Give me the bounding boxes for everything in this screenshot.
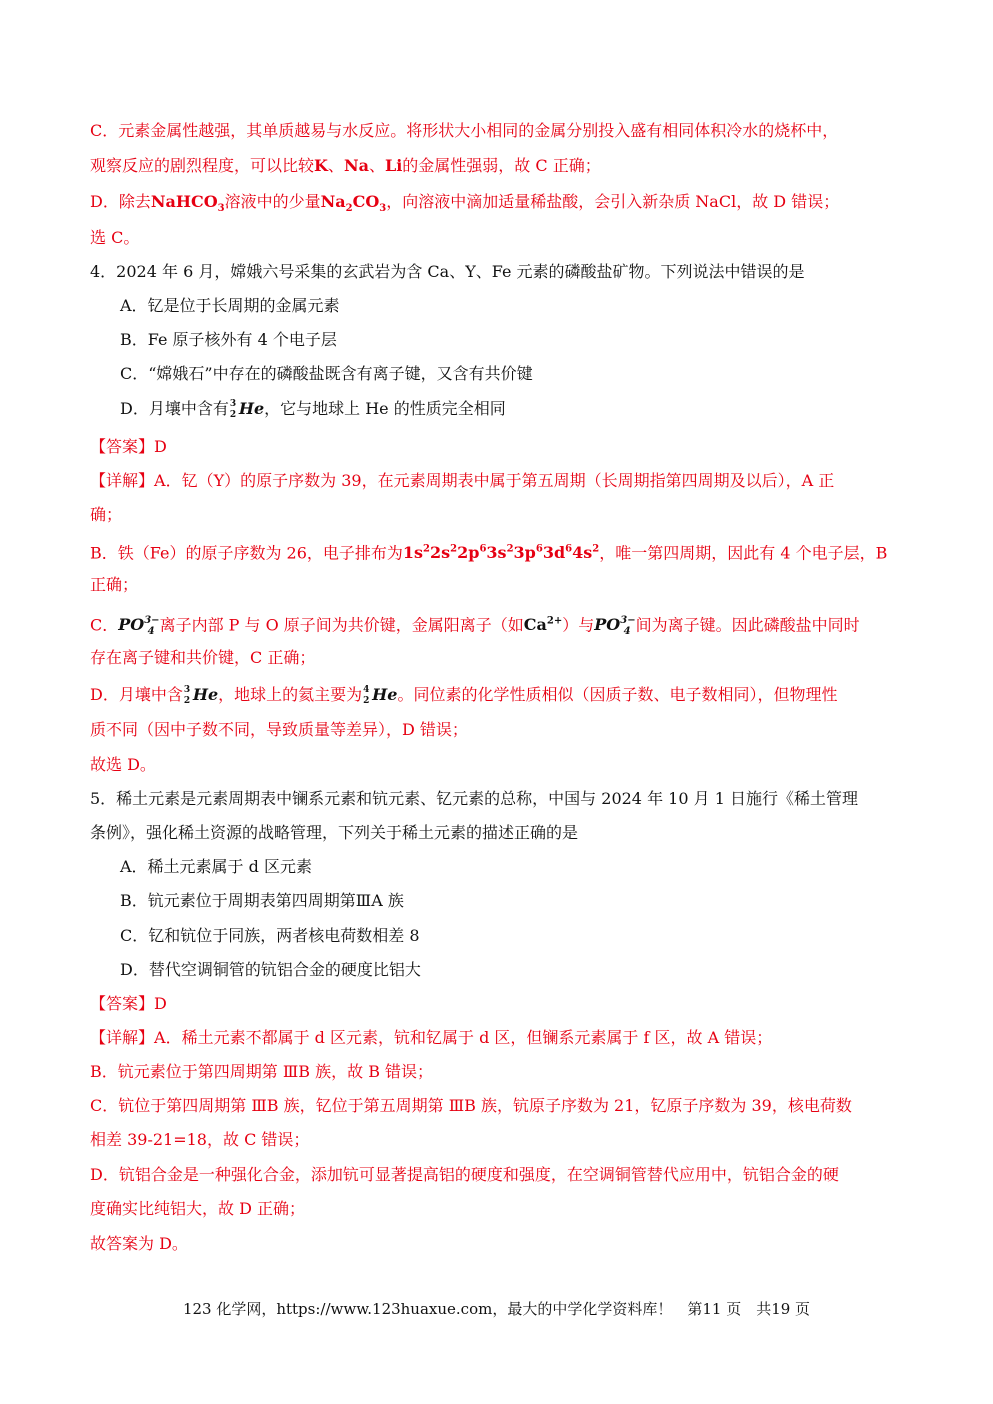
q4-option-b: B．Fe 原子核外有 4 个电子层 [120, 330, 337, 349]
q5-final-answer: 故答案为 D。 [90, 1234, 188, 1253]
q3-option-c-line1: C．元素金属性越强，其单质越易与水反应。将形状大小相同的金属分别投入盛有相同体积冷水的烧杯中， [90, 121, 839, 140]
q4-option-a: A．钇是位于长周期的金属元素 [120, 296, 340, 315]
q4-explanation-d-line1: D．月壤中含 3 2 He，地球上的氦主要为 4 2 He。同位素的化学性质相似（因质子数、电子数相同），但物理性 [90, 684, 838, 706]
q4-final-answer: 故选 D。 [90, 755, 156, 774]
q5-explanation-d-line1: D．钪铝合金是一种强化合金，添加钪可显著提高铝的硬度和强度，在空调铜管替代应用中，钪铝合金的硬 [90, 1165, 839, 1184]
ion-phosphate: $PO^{3-}_4$ [594, 615, 636, 638]
page-footer: 123 化学网，https://www.123huaxue.com，最大的中学化学资料库！ 第11 页 共19 页 [182, 1300, 811, 1318]
q5-explanation-a: 【详解】A．稀土元素不都属于 d 区元素，钪和钇属于 d 区，但镧系元素属于 f 区，故 A 错误； [90, 1028, 773, 1047]
q4-explanation-c-line1: C．$PO^{3-}_4$ 离子内部 P 与 O 原子间为共价键，金属阳离子（如$Ca^{2+}$）与$PO^{3-}_4$ 间为离子键。因此磷酸盐中同时 [90, 615, 860, 638]
q3-option-c-line2: 观察反应的剧烈程度，可以比较K、Na、Li的金属性强弱，故 C 正确； [90, 156, 601, 175]
isotope-he4: 4 2 [363, 684, 370, 706]
q5-answer: 【答案】D [90, 994, 167, 1013]
q4-explanation-b-line1: B．铁（Fe）的原子序数为 26，电子排布为$1s^22s^22p^63s^23p^63d^64s^2$，唯一第四周期，因此有 4 个电子层，B [90, 543, 888, 563]
q5-option-b: B．钪元素位于周期表第四周期第ⅢA 族 [120, 891, 404, 910]
ion-calcium: $Ca^{2+}$ [523, 615, 563, 635]
electron-configuration: $1s^22s^22p^63s^23p^63d^64s^2$ [402, 543, 600, 563]
q4-explanation-a-line2: 确； [90, 505, 123, 524]
q5-explanation-c-line1: C．钪位于第四周期第 ⅢB 族，钇位于第五周期第 ⅢB 族，钪原子序数为 21，钇原子序数为 39，核电荷数 [90, 1096, 852, 1115]
q4-explanation-c-line2: 存在离子键和共价键，C 正确； [90, 648, 316, 667]
q5-stem-line2: 条例》，强化稀土资源的战略管理，下列关于稀土元素的描述正确的是 [90, 823, 579, 842]
formula-na: Na [343, 156, 369, 175]
q4-option-c: C．“嫦娥石”中存在的磷酸盐既含有离子键，又含有共价键 [120, 364, 533, 383]
q4-explanation-a-line1: 【详解】A．钇（Y）的原子序数为 39，在元素周期表中属于第五周期（长周期指第四周期及以后），A 正 [90, 471, 835, 490]
q4-explanation-d-line2: 质不同（因中子数不同，导致质量等差异），D 错误； [90, 720, 468, 739]
formula-na2co3: $Na_2CO_3$ [320, 192, 387, 215]
q5-option-a: A．稀土元素属于 d 区元素 [120, 857, 312, 876]
ion-phosphate: $PO^{3-}_4$ [118, 615, 160, 638]
q5-explanation-c-line2: 相差 39-21=18，故 C 错误； [90, 1130, 310, 1149]
q5-explanation-b: B．钪元素位于第四周期第 ⅢB 族，故 B 错误； [90, 1062, 434, 1081]
formula-nahco3: NaHCO$_3$ [150, 192, 225, 215]
q5-option-c: C．钇和钪位于同族，两者核电荷数相差 8 [120, 926, 420, 945]
q4-answer: 【答案】D [90, 437, 167, 456]
q5-explanation-d-line2: 度确实比纯铝大，故 D 正确； [90, 1199, 306, 1218]
formula-li: Li [384, 156, 403, 175]
q3-final-answer: 选 C。 [90, 228, 140, 247]
q3-option-d: D．除去NaHCO$_3$溶液中的少量$Na_2CO_3$，向溶液中滴加适量稀盐酸，会引入新杂质 NaCl，故 D 错误； [90, 192, 840, 215]
isotope-he3: 3 2 [229, 398, 237, 420]
q4-option-d: D．月壤中含有 3 2 He，它与地球上 He 的性质完全相同 [120, 398, 506, 420]
isotope-he3: 3 2 [183, 684, 191, 706]
q5-stem-line1: 5．稀土元素是元素周期表中镧系元素和钪元素、钇元素的总称，中国与 2024 年 10 月 1 日施行《稀土管理 [90, 789, 858, 808]
formula-k: K [314, 156, 328, 175]
q4-explanation-b-line2: 正确； [90, 575, 139, 594]
q5-option-d: D．替代空调铜管的钪铝合金的硬度比铝大 [120, 960, 421, 979]
q4-stem: 4．2024 年 6 月，嫦娥六号采集的玄武岩为含 Ca、Y、Fe 元素的磷酸盐矿物。下列说法中错误的是 [90, 262, 805, 281]
